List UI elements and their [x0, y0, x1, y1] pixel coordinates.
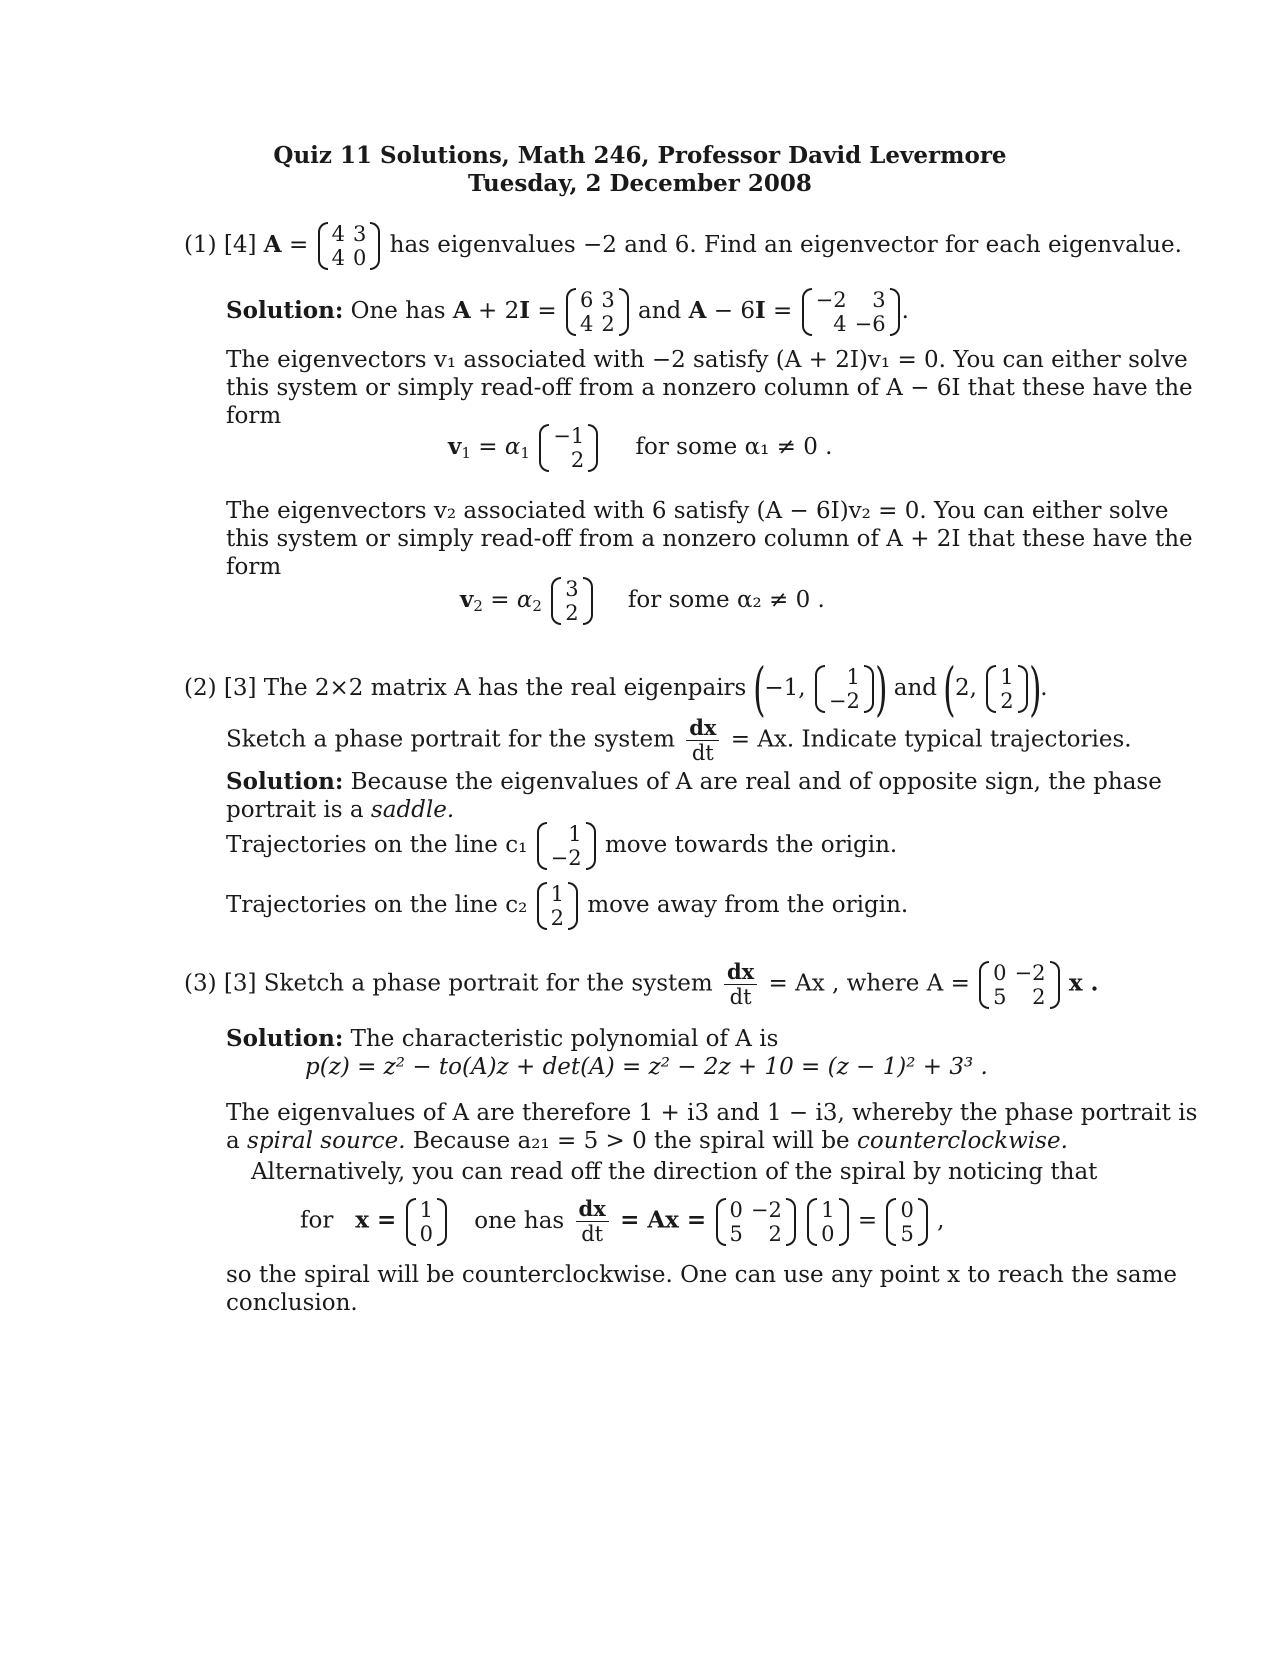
problem-2-sketch: Sketch a phase portrait for the system $\frac{dx}{dt}$ = Ax. Indicate typical trajectories. — [226, 715, 1132, 765]
matrix-A: 0 −2 5 2 — [979, 961, 1059, 1009]
v2-condition: for some α₂ ≠ 0 . — [627, 587, 825, 613]
paragraph-line: this system or simply read-off from a nonzero column of A + 2I that these have the — [226, 526, 1193, 552]
solution-2-line: Solution: Because the eigenvalues of A are real and of opposite sign, the phase — [226, 768, 1162, 795]
matrix-A-plus-2I: 6 3 4 2 — [566, 288, 629, 336]
solution-3-line: Solution: The characteristic polynomial of A is — [226, 1025, 779, 1052]
paragraph-line: form — [226, 554, 282, 580]
matrix-A: 4 3 4 0 — [318, 222, 381, 270]
eigenpair-1-vector: 1 −2 — [815, 665, 874, 713]
solution-label: Solution: — [226, 768, 344, 795]
eigenvector-v2: $v_2 = \alpha_2$ 3 2 for some α₂ ≠ 0 . — [460, 577, 825, 625]
direction-check-equation: for x = 1 0 one has $\frac{dx}{dt}$ = Ax = 0 −2 5 2 1 0 = 0 5 , — [300, 1196, 945, 1246]
solution-1-intro: Solution: One has A + 2I = 6 3 4 2 and A − 6I = −2 3 4 −6 . — [226, 288, 909, 336]
trajectory-line-2: Trajectories on the line c₂ 1 2 move away from the origin. — [226, 882, 909, 930]
solution-3-line: The eigenvalues of A are therefore 1 + i3 and 1 − i3, whereby the phase portrait is — [226, 1100, 1198, 1126]
problem-1-label: (1) [4] — [184, 232, 257, 258]
problem-3-label: (3) [3] — [184, 970, 257, 997]
problem-2-label: (2) [3] — [184, 675, 257, 701]
characteristic-polynomial: p(z) = z² − to(A)z + det(A) = z² − 2z + 10 = (z − 1)² + 3³ . — [305, 1054, 988, 1080]
vector-result: 0 5 — [886, 1198, 927, 1246]
problem-2-statement: (2) [3] The 2×2 matrix A has the real eigenpairs (−1, 1 −2 ) and (2, 1 2 ). — [184, 655, 1048, 723]
solution-3-line: Alternatively, you can read off the direction of the spiral by noticing that — [251, 1159, 1098, 1185]
vector-x-copy: 1 0 — [807, 1198, 848, 1246]
matrix-A-minus-6I: −2 3 4 −6 — [802, 288, 900, 336]
derivative-fraction: $\frac{dx}{dt}$ — [576, 1197, 609, 1246]
problem-1-statement: (1) [4] A = 4 3 4 0 has eigenvalues −2 and 6. Find an eigenvector for each eigenvalue. — [184, 222, 1182, 270]
problem-1-text: has eigenvalues −2 and 6. Find an eigenvector for each eigenvalue. — [389, 232, 1182, 258]
solution-2-line: portrait is a saddle. — [226, 797, 455, 823]
trajectory-line-1: Trajectories on the line c₁ 1 −2 move towards the origin. — [226, 822, 898, 870]
solution-3-line: so the spiral will be counterclockwise. One can use any point x to reach the same — [226, 1262, 1177, 1288]
solution-3-line: a spiral source. Because a₂₁ = 5 > 0 the spiral will be counterclockwise. — [226, 1128, 1068, 1154]
line-c1-vector: 1 −2 — [537, 822, 596, 870]
problem-3-statement: (3) [3] Sketch a phase portrait for the system $\frac{dx}{dt}$ = Ax , where A = 0 −2 5 2 x . — [184, 959, 1099, 1009]
v1-condition: for some α₁ ≠ 0 . — [635, 434, 833, 460]
solution-label: Solution: — [226, 1025, 344, 1052]
vector-v1: −1 2 — [539, 424, 598, 472]
eigenvector-v1: $v_1 = \alpha_1$ −1 2 for some α₁ ≠ 0 . — [448, 424, 833, 472]
vector-x: 1 0 — [406, 1198, 447, 1246]
solution-3-line: conclusion. — [226, 1290, 358, 1316]
paragraph-line: this system or simply read-off from a nonzero column of A − 6I that these have the — [226, 375, 1193, 401]
page-date: Tuesday, 2 December 2008 — [468, 170, 812, 197]
derivative-fraction: $\frac{dx}{dt}$ — [724, 960, 757, 1009]
paragraph-line: form — [226, 403, 282, 429]
page-title: Quiz 11 Solutions, Math 246, Professor David Levermore — [273, 142, 1007, 169]
solution-label: Solution: — [226, 297, 344, 324]
derivative-fraction: $\frac{dx}{dt}$ — [686, 716, 719, 765]
paragraph-line: The eigenvectors v₁ associated with −2 satisfy (A + 2I)v₁ = 0. You can either solve — [226, 347, 1188, 373]
paragraph-line: The eigenvectors v₂ associated with 6 satisfy (A − 6I)v₂ = 0. You can either solve — [226, 498, 1169, 524]
line-c2-vector: 1 2 — [537, 882, 578, 930]
vector-v2: 3 2 — [551, 577, 592, 625]
eigenpair-2-vector: 1 2 — [986, 665, 1027, 713]
matrix-M: 0 −2 5 2 — [716, 1198, 796, 1246]
